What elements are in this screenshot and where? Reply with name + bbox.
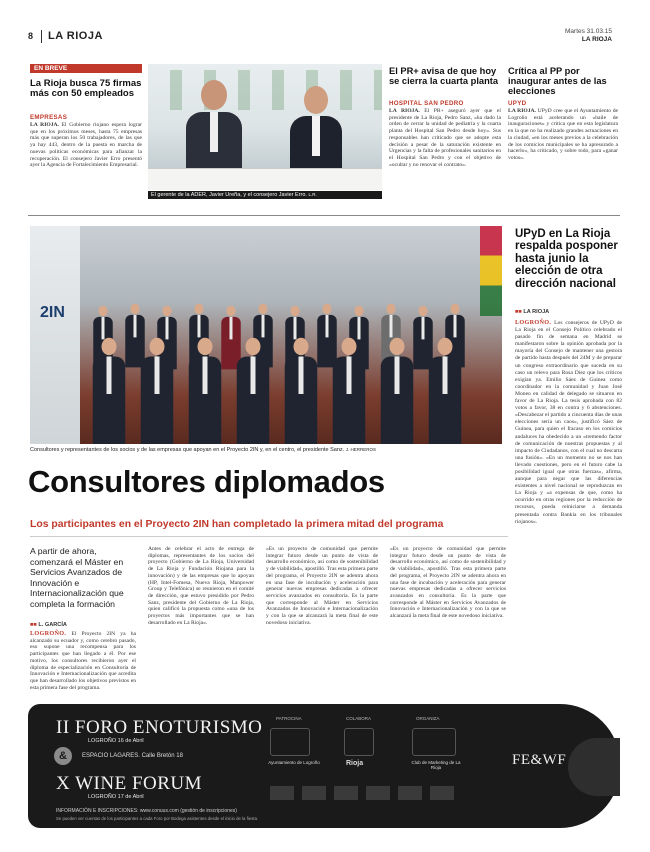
ad-bottle-neck xyxy=(568,738,620,796)
ad-banner xyxy=(28,704,620,828)
top-photo-credit: L.R. xyxy=(308,192,317,197)
main-col1-text: El Proyecto 2IN ya ha alcanzado su ecuador y, como cerebro pasado, eso supone una recompensa para los participantes que han llegado a él. Por ese motivo, los consultores recibieron ayer el diploma de especialización en Consultoría de Innovación e Internacionalización que acredita que han desarrollado los objetivos previstos en esta primera fase del programa. xyxy=(30,631,136,691)
ad-line2: X WINE FORUM xyxy=(56,773,203,794)
sponsors-label-1: PATROCINA xyxy=(276,716,302,721)
upyd-body-text: Los consejeros de UPyD de La Rioja en el Consejo Político celebrado el pasado fin de semana en Madrid se manifestaron sobre la opinión aprobada por la mayoría del Consejo de mantener una gestora de partido hasta después del 24M y de preparar un congreso extraordinario que suceda en su caso un relevo para Rosa Díez que los críticos exigían ya. Emilio Sáez de Guinea como coordinador en la comunidad y Juan José Moneo en calidad de delegado se situaron en favor de La Rioja. La tesis aprobada con 82 votos a favor, 38 en contra y 6 abstenciones. «Descabezar el partido a cincuenta días de unas elecciones sería un caos», justificó Sáez de Guinea, para quien el fracaso en los comicios andaluces ha obedecido a un «tremendo factor de comunicación de nuestras propuestas y al impacto de Ciudadanos, con el cual no descarta una fusión». «En un momento no se nos han llevado cuestiones, pero en el futuro cabe la posibilidad igual que otras fuerzas», afirma, aunque para negar que las diferencias existentes a nivel nacional se reproduzcan en La Rioja y «a expensas de que, como ha ocurrido en otras regiones por la reducción de recursos, pueda reiniciarse a demanda presentada contra Bankia en los tribunales riojanos». xyxy=(515,320,622,525)
brief-tag: EN BREVE xyxy=(30,64,142,73)
header-divider xyxy=(41,30,42,43)
brief-section: EMPRESAS xyxy=(30,114,68,121)
upyd-headline: UPyD en La Rioja respalda posponer hasta junio la elección de otra dirección nacional xyxy=(515,228,618,290)
group-person xyxy=(429,338,462,444)
ad-info: INFORMACIÓN E INSCRIPCIONES: www.conuus.com (gestión de inscripciones) xyxy=(56,808,237,814)
sponsor-logo-3 xyxy=(412,728,456,756)
brief-body-text: El Gobierno riojano espera lograr que en los próximos meses, hasta 75 empresas más que superan los 50 trabajadores, de las que ya hay 443, dentro de la puesta en marcha de nuevas políticas económicas para afianzar la recuperación. El consejero Javier Erro presentó ayer la Agencia de Fortalecimiento Empresarial. xyxy=(30,122,142,169)
ad-fine-print: Se pueden ver cuentas de los participantes a cada Foro por Bodega asistentes desde el inicio de la fiesta. xyxy=(56,816,259,821)
upyd-short-body-text: UPyD cree que el Ayuntamiento de Logroño está acelerando un «baile de inauguraciones» y critica que en esta legislatura en la que no ha realizado grandes actuaciones en la ciudad, «en los meses previos a la celebración de los comicios municipales se ha apresurado a hacerlo», ha criticado, y sobre todo, para «ganar votos». xyxy=(508,108,618,161)
upyd-body xyxy=(515,319,622,699)
main-photo-credit: J. HERREROS xyxy=(345,447,376,452)
top-photo xyxy=(148,64,382,190)
byline-marker-icon: ■■ xyxy=(30,622,37,628)
sponsor-logo-1 xyxy=(270,728,310,756)
brief-headline: La Rioja busca 75 firmas más con 50 empleados xyxy=(30,78,142,100)
main-col4-text: «Es un proyecto de comunidad que permite integrar futuro desde un punto de vista de desarrollo económico, así como de sostenibilidad y de viabilidad», apostilló. Tras esta primera parte del programa, el Proyecto 2IN se adentra ahora en una fase de incubación y aceleración para generar nuevas empresas dedicadas a ofrecer servicios avanzados en consultoría. Es la parte que corresponde al Máster en Servicios Avanzados de Innovación e Internacionalización y con la que se alcanzará la meta final de este novedoso iniciativa. xyxy=(390,546,506,620)
main-col4 xyxy=(390,546,506,676)
sponsor-logo-2 xyxy=(344,728,374,756)
sponsor-3: Club de Marketing de La Rioja xyxy=(411,760,461,770)
main-subheadline: Los participantes en el Proyecto 2IN han completado la primera mitad del programa xyxy=(30,519,444,530)
main-photo-caption xyxy=(30,447,502,453)
main-byline: ■■ L. GARCÍA xyxy=(30,622,67,628)
brief-body xyxy=(30,122,142,202)
ad-line1-date: LOGROÑO 16 de Abril xyxy=(88,738,144,744)
upyd-short-body xyxy=(508,108,618,202)
upyd-dateline: LOGROÑO. xyxy=(515,319,552,326)
photo-banner xyxy=(30,226,80,444)
group-person xyxy=(237,338,270,444)
flag xyxy=(480,226,502,316)
byline-marker-icon: ■■ xyxy=(515,309,522,315)
upyd-byline: ■■ LA RIOJA xyxy=(515,309,550,315)
banner-logo: 2IN xyxy=(40,304,65,321)
group-person xyxy=(381,338,414,444)
pr-section: HOSPITAL SAN PEDRO xyxy=(389,100,464,107)
page-number: 8 xyxy=(28,31,34,41)
table xyxy=(148,168,382,190)
ad-line1: II FORO ENOTURISMO xyxy=(56,717,263,738)
upyd-short-section: UPYD xyxy=(508,100,527,107)
pr-body xyxy=(389,108,501,202)
main-photo-caption-text: Consultores y representantes de los socios y de las empresas que apoyan en el Proyecto 2IN y, en el centro, el presidente Sanz. xyxy=(30,447,345,453)
upyd-short-headline: Crítica al PP por inaugurar antes de las elecciones xyxy=(508,66,607,97)
page-header xyxy=(28,30,618,46)
upyd-short-byline: LA RIOJA. xyxy=(508,108,536,114)
ad-venue: ESPACIO LAGARES. Calle Bretón 18 xyxy=(82,753,183,759)
group-person xyxy=(189,338,222,444)
sponsor-1: Ayuntamiento de Logroño xyxy=(268,760,320,765)
ad-sponsors-panel xyxy=(256,716,476,816)
group-person xyxy=(285,338,318,444)
main-col2: Antes de celebrar el acto de entrega de diplomas, representantes de los socios del proyecto (Gobierno de La Rioja, Universidad de La Rioja y Fundación Riojana para la innovación) y de las empresas que lo apoyan (HP, Intel-Fomesa, Nueva Rioja, Manpower Group y Telefónica) se reunieron en el comité de dirección, que estuvo presidido por Pedro Sanz, presidente del Gobierno de La Rioja, quien calificó la propuesta como «una de los proyectos más importantes que se han desarrollado en La Rioja». xyxy=(148,546,254,626)
photo-backdrop-logos xyxy=(148,70,382,110)
main-col3: «Es un proyecto de comunidad que permite integrar futuro desde un punto de vista de desarrollo económico, así como de sostenibilidad y de viabilidad», apostilló. Tras esta primera parte del programa, el Proyecto 2IN se adentra ahora en una fase de incubación y aceleración para generar nuevas empresas dedicadas a ofrecer servicios avanzados en consultoría. Es la parte que corresponde al Máster en Servicios Avanzados de Innovación e Internacionalización y con la que se alcanzará la meta final de este novedoso iniciativa. xyxy=(266,546,379,626)
main-intro: A partir de ahora, comenzará el Máster en Servicios Avanzados de Innovación e Internacionalización que completa la formación xyxy=(30,546,124,609)
header-date: Martes 31.03.15 xyxy=(565,28,612,35)
sponsor-2: Rioja xyxy=(346,760,364,767)
ad-logo: FE&WF xyxy=(512,752,567,768)
group-person xyxy=(93,338,126,444)
ad-line2-date: LOGROÑO 17 de Abril xyxy=(88,794,144,800)
pr-headline: El PR+ avisa de que hoy se cierra la cuarta planta xyxy=(389,66,499,87)
brief-byline: LA RIOJA. xyxy=(30,122,59,128)
top-photo-caption xyxy=(148,191,382,199)
header-publication: LA RIOJA xyxy=(581,36,612,43)
group-person xyxy=(333,338,366,444)
sponsors-label-3: ORGANIZA xyxy=(416,716,440,721)
group-person xyxy=(141,338,174,444)
top-divider xyxy=(28,215,620,216)
pr-byline: LA RIOJA. xyxy=(389,108,420,114)
main-dateline: LOGROÑO. xyxy=(30,630,67,637)
minor-sponsors-row xyxy=(270,786,460,800)
top-photo-caption-text: El gerente de la ADER, Javier Ureña, y el consejero Javier Erro. xyxy=(151,192,307,198)
ad-ampersand-icon: & xyxy=(54,747,72,765)
main-photo xyxy=(30,226,502,444)
main-headline: Consultores diplomados xyxy=(28,464,385,499)
pr-body-text: El PR+ aseguró ayer que el presidente de La Rioja, Pedro Sanz, «ha dado la orden de cerrar la unidad de pediatría y la cuarta planta del Hospital San Pedro desde hoy». Sus responsables han criticado que se adopte esta decisión a pesar de la saturación existente en Urgencias y la falta de profesionales sanitarios en el Hospital San Pedro y con el objetivo de «ocultar y no renovar el contrato». xyxy=(389,108,501,168)
sponsors-label-2: COLABORA xyxy=(346,716,372,721)
section-name: LA RIOJA xyxy=(48,30,103,42)
subheadline-rule xyxy=(30,536,508,537)
main-col1-lead xyxy=(30,630,136,691)
